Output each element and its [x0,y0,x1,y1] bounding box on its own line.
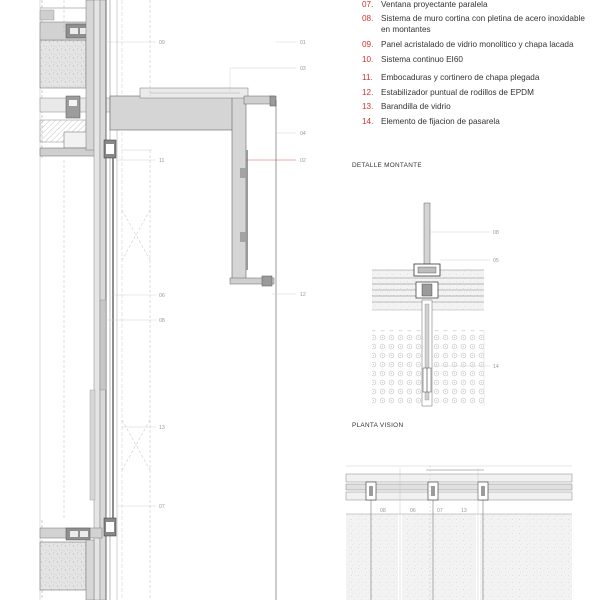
legend-text: Estabilizador puntual de rodillos de EPDM [381,88,534,97]
legend-number: 07. [362,0,374,9]
plan-title: PLANTA VISION [352,422,404,429]
legend-text: Barandilla de vidrio [381,102,451,111]
section-label: 09 [159,40,165,46]
legend-number: 13. [362,102,374,111]
mullion-detail [372,203,499,406]
detail-title: DETALLE MONTANTE [352,162,422,169]
section-label: 01 [300,40,306,46]
window-x-panel [122,210,150,470]
plan-view [346,466,572,600]
legend-text: Sistema continuo EI60 [381,55,463,64]
upper-slab [40,40,86,88]
plan-label: 13 [461,508,467,514]
detail-label: 05 [493,258,499,264]
legend-number: 10. [362,55,374,64]
section-label: 03 [300,66,306,72]
legend-text: Embocaduras y cortinero de chapa plegada [381,73,540,82]
legend-text: Panel acristalado de vidrio monolitico y chapa lacada [381,40,574,49]
section-label: 08 [159,318,165,324]
section-label: 04 [300,131,306,137]
section-label: 06 [159,293,165,299]
section-label: 07 [159,504,165,510]
legend-number: 08. [362,14,374,23]
detail-label: 14 [493,364,499,370]
plan-label: 06 [410,508,416,514]
legend-number: 14. [362,117,374,126]
legend-number: 11. [362,73,373,82]
legend-text: Elemento de fijacion de pasarela [381,117,500,126]
walkway-beam [110,96,244,130]
detail-label: 08 [493,230,499,236]
legend-text: Ventana proyectante paralela [381,0,488,9]
plan-label: 08 [380,508,386,514]
legend-text: Sistema de muro cortina con pletina de acero inoxidable en montantes [381,14,585,34]
section-label: 13 [159,425,165,431]
section-label: 12 [300,292,306,298]
legend-number: 09. [362,40,374,49]
plan-label: 07 [437,508,443,514]
vertical-section [40,0,306,600]
section-label: 11 [159,158,165,164]
legend-number: 12. [362,88,374,97]
section-label: 02 [300,158,306,164]
